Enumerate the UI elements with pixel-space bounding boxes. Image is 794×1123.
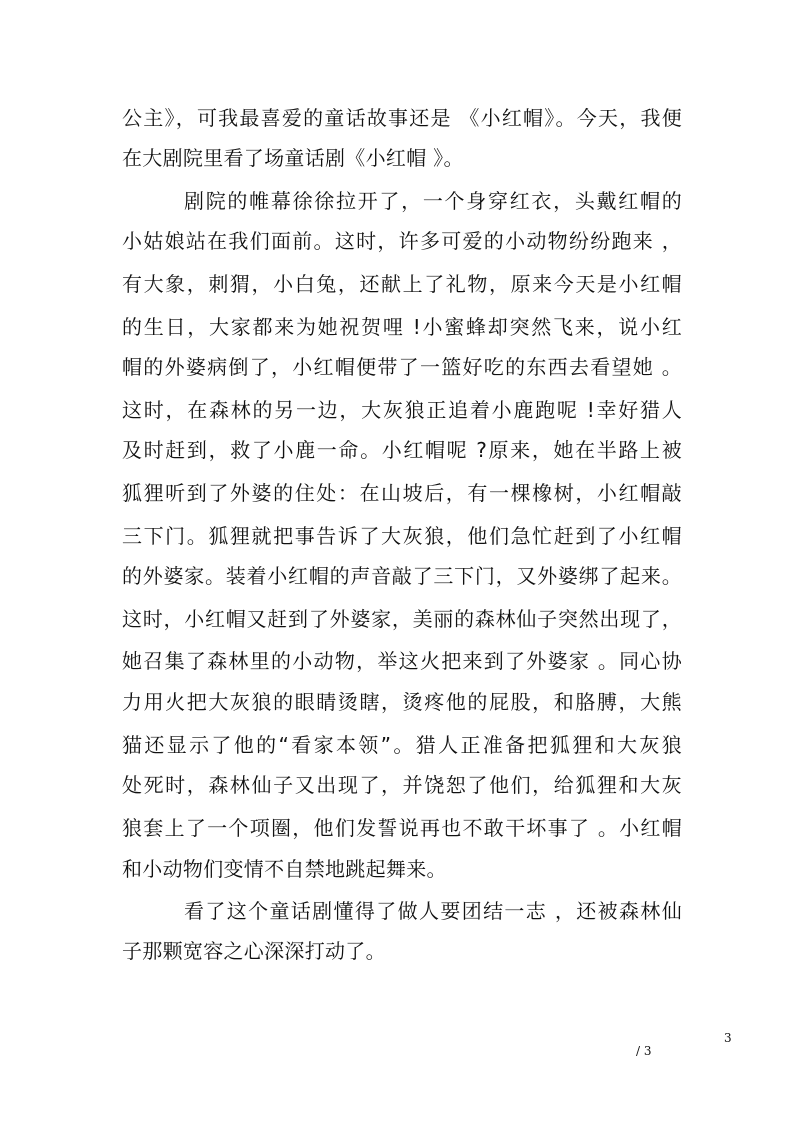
text-line: 力用火把大灰狼的眼睛烫瞎，烫疼他的屁股，和胳膊，大熊	[122, 690, 682, 714]
page-count: / 3	[636, 1044, 652, 1058]
text-line: 帽的外婆病倒了，小红帽便带了一篮好吃的东西去看望她 。	[122, 355, 682, 379]
text-line: 处死时，森林仙子又出现了，并饶恕了他们，给狐狸和大灰	[122, 773, 682, 797]
text-line: 狼套上了一个项圈，他们发誓说再也不敢干坏事了 。小红帽	[122, 816, 682, 840]
text-line: 在大剧院里看了场童话剧《小红帽 》。	[122, 146, 464, 170]
text-line: 公主》，可我最喜爱的童话故事还是 《小红帽》。今天，我便	[122, 106, 682, 130]
text-line: 三下门。狐狸就把事告诉了大灰狼，他们急忙赶到了小红帽	[122, 524, 682, 548]
text-line: 和小动物们变情不自禁地跳起舞来。	[122, 857, 447, 881]
paragraph-first-line: 看了这个童话剧懂得了做人要团结一志 ，还被森林仙	[184, 899, 682, 923]
paragraph-first-line: 剧院的帷幕徐徐拉开了，一个身穿红衣，头戴红帽的	[184, 189, 682, 213]
text-line: 的生日，大家都来为她祝贺哩 !小蜜蜂却突然飞来，说小红	[122, 315, 682, 339]
text-line: 这时，在森林的另一边，大灰狼正追着小鹿跑呢 !幸好猎人	[122, 398, 682, 422]
page-number: 3	[724, 1031, 732, 1045]
text-line: 子那颗宽容之心深深打动了。	[122, 939, 386, 963]
text-line: 这时，小红帽又赶到了外婆家，美丽的森林仙子突然出现了，	[122, 607, 682, 631]
text-line: 她召集了森林里的小动物，举这火把来到了外婆家 。同心协	[122, 649, 682, 673]
text-line: 狐狸听到了外婆的住处：在山坡后，有一棵橡树，小红帽敲	[122, 481, 682, 505]
text-line: 及时赶到，救了小鹿一命。小红帽呢 ?原来，她在半路上被	[122, 438, 682, 462]
text-line: 猫还显示了他的“看家本领”。猎人正准备把狐狸和大灰狼	[122, 733, 682, 757]
text-line: 小姑娘站在我们面前。这时，许多可爱的小动物纷纷跑来 ，	[122, 229, 682, 253]
text-line: 有大象，刺猬，小白兔，还献上了礼物，原来今天是小红帽	[122, 272, 682, 296]
text-line: 的外婆家。装着小红帽的声音敲了三下门，又外婆绑了起来。	[122, 564, 682, 588]
